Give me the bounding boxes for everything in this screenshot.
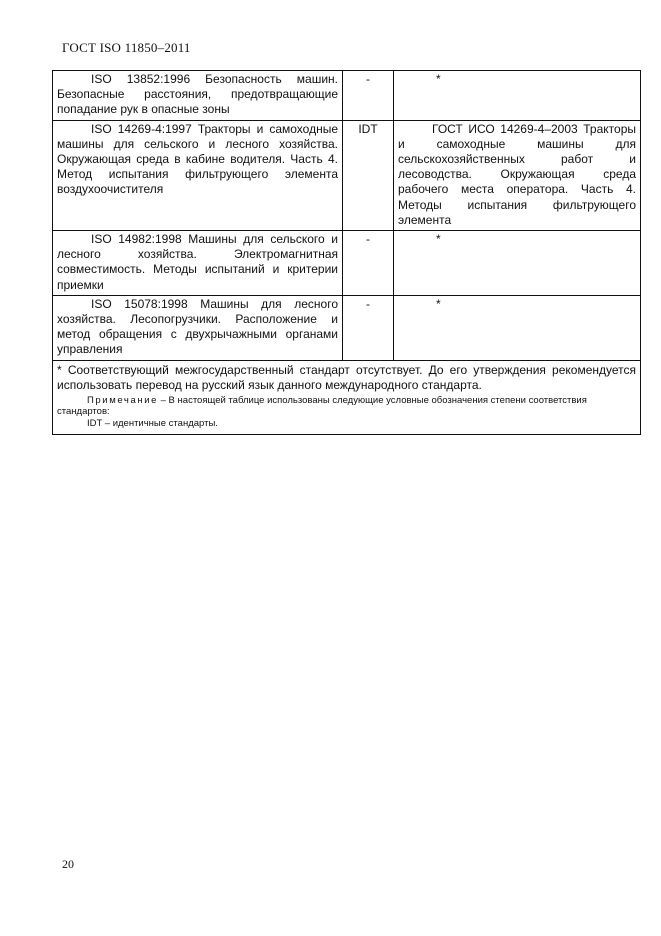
degree-cell: - [343, 71, 394, 121]
national-standard-cell [394, 295, 641, 360]
note-text: – В настоящей таблице использованы следующие условные обозначения степени соответствия стандартов: [57, 394, 587, 418]
designation-cell [53, 71, 343, 121]
national-standard-cell [394, 231, 641, 296]
page-number: 20 [62, 857, 74, 871]
table-footer [53, 360, 641, 434]
idt-definition: IDT – идентичные стандарты. [87, 417, 218, 429]
national-standard-text: ГОСТ ИСО 14269-4–2003 Тракторы и самоходные машины для сельскохозяйственных работ и лесоводства. Окружающая среда рабочего места оператора. Часть 4. Методы испытания фильтрующего элемента [398, 121, 636, 227]
standards-table [52, 70, 641, 435]
footnote: * Соответствующий межгосударственный стандарт отсутствует. До его утверждения рекомендуется использовать перевод на русский язык данного международного стандарта. [57, 362, 636, 393]
designation-text: ISO 15078:1998 Машины для лесного хозяйства. Лесопогрузчики. Расположение и метод обращения с двухрычажными органами управления [57, 296, 338, 357]
note-label: Примечание [87, 394, 158, 406]
national-standard-cell [394, 120, 641, 230]
page-header: ГОСТ ISO 11850–2011 [62, 40, 191, 55]
table-row [53, 231, 641, 296]
national-standard-text: * [436, 232, 441, 247]
designation-cell [53, 295, 343, 360]
table-footer-row [53, 360, 641, 434]
national-standard-cell [394, 71, 641, 121]
national-standard-text: * [436, 296, 441, 311]
table-row [53, 120, 641, 230]
degree-cell: IDT [343, 120, 394, 230]
degree-cell: - [343, 295, 394, 360]
designation-cell [53, 120, 343, 230]
national-standard-text: * [436, 72, 441, 86]
designation-text: ISO 13852:1996 Безопасность машин. Безопасные расстояния, предотвращающие попадание рук в опасные зоны [57, 72, 338, 117]
designation-cell [53, 231, 343, 296]
designation-text: ISO 14269-4:1997 Тракторы и самоходные машины для сельского и лесного хозяйства. Окружающая среда в кабине водителя. Часть 4. Метод испытания фильтрующего элемента воздухоочистителя [57, 121, 338, 197]
table-row [53, 295, 641, 360]
degree-cell: - [343, 231, 394, 296]
table-row [53, 71, 641, 121]
table-note [57, 395, 636, 418]
designation-text: ISO 14982:1998 Машины для сельского и лесного хозяйства. Электромагнитная совместимость. Методы испытаний и критерии приемки [57, 232, 338, 292]
